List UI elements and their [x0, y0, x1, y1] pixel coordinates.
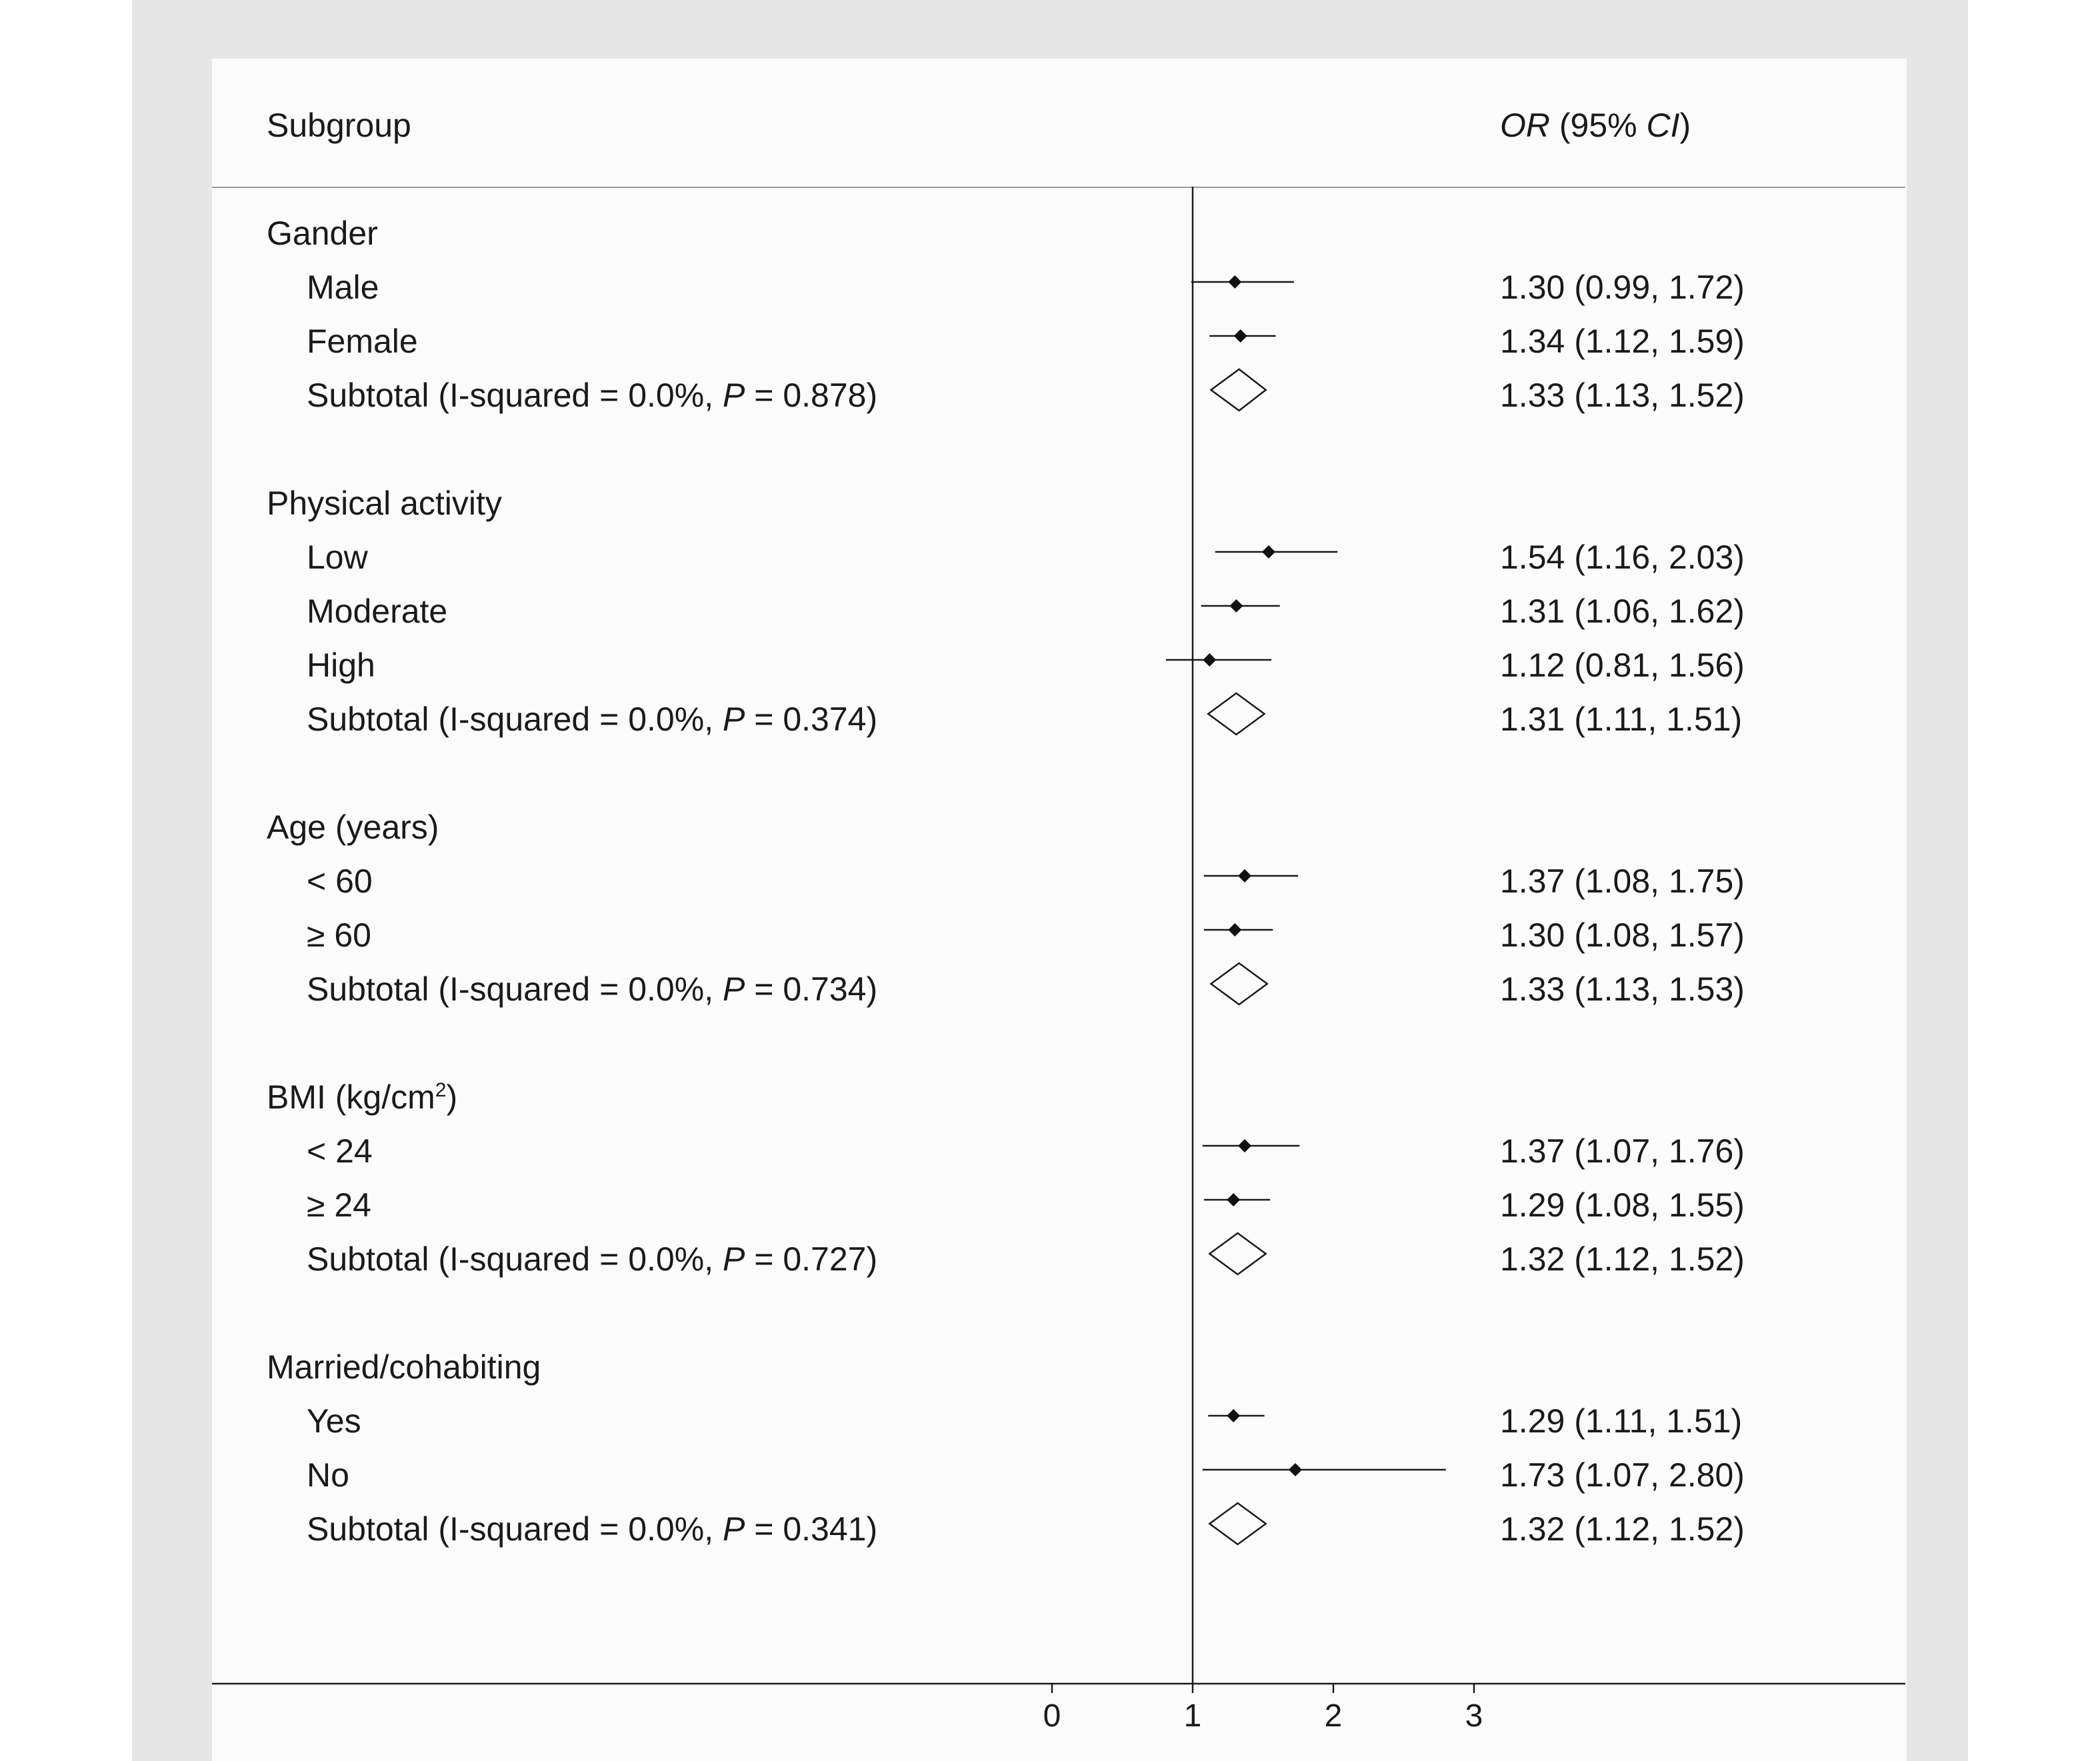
subtotal-p-symbol: P	[722, 701, 745, 738]
subtotal-or-ci-value: 1.33 (1.13, 1.53)	[1500, 970, 1745, 1008]
row-label: < 60	[307, 863, 373, 900]
or-ci-value: 1.30 (0.99, 1.72)	[1500, 269, 1745, 306]
point-estimate-marker	[1238, 869, 1251, 882]
group-title-suffix: )	[446, 1078, 458, 1116]
row-label: < 24	[307, 1132, 373, 1170]
pooled-estimate-diamond	[1209, 1233, 1265, 1274]
point-estimate-marker	[1262, 545, 1275, 559]
pooled-estimate-diamond	[1211, 369, 1265, 411]
point-estimate-marker	[1229, 599, 1243, 613]
subtotal-p-symbol: P	[722, 970, 745, 1008]
point-estimate-marker	[1289, 1463, 1302, 1476]
subtotal-label-pre: Subtotal (I-squared = 0.0%,	[307, 970, 723, 1008]
x-axis-tick-label: 1	[1183, 1698, 1202, 1734]
subtotal-p-symbol: P	[722, 377, 745, 414]
subtotal-or-ci-value: 1.32 (1.12, 1.52)	[1500, 1240, 1745, 1278]
subtotal-or-ci-value: 1.31 (1.11, 1.51)	[1500, 701, 1743, 738]
point-estimate-marker	[1238, 1139, 1251, 1152]
point-estimate-marker	[1227, 1409, 1240, 1422]
or-ci-value: 1.37 (1.08, 1.75)	[1500, 863, 1745, 900]
group-title-text: Age (years)	[267, 809, 439, 846]
row-label: High	[307, 647, 375, 684]
row-label: ≥ 60	[307, 916, 371, 954]
subgroup-column-header: Subgroup	[267, 107, 411, 144]
point-estimate-marker	[1234, 329, 1247, 343]
ci-header-italic: CI	[1646, 107, 1680, 144]
or-ci-value: 1.73 (1.07, 2.80)	[1500, 1456, 1745, 1494]
group-title-superscript: 2	[435, 1079, 447, 1101]
row-label: Low	[307, 539, 368, 576]
or-ci-value: 1.37 (1.07, 1.76)	[1500, 1132, 1745, 1170]
group-title-text: Married/cohabiting	[267, 1348, 541, 1386]
subtotal-label-post: = 0.341)	[745, 1510, 878, 1548]
or-header-mid: (95%	[1550, 107, 1647, 144]
row-label: Yes	[307, 1402, 361, 1440]
subtotal-or-ci-value: 1.32 (1.12, 1.52)	[1500, 1510, 1745, 1548]
subtotal-label-post: = 0.727)	[745, 1240, 878, 1278]
subtotal-label-post: = 0.374)	[745, 701, 878, 738]
group-title-text: Physical activity	[267, 485, 502, 522]
subtotal-label-post: = 0.734)	[745, 970, 878, 1008]
pooled-estimate-diamond	[1209, 1503, 1265, 1544]
or-ci-value: 1.34 (1.12, 1.59)	[1500, 323, 1745, 360]
point-estimate-marker	[1228, 923, 1241, 936]
subtotal-label-pre: Subtotal (I-squared = 0.0%,	[307, 1510, 723, 1548]
subtotal-label-pre: Subtotal (I-squared = 0.0%,	[307, 701, 723, 738]
row-label: ≥ 24	[307, 1186, 371, 1224]
or-ci-value: 1.30 (1.08, 1.57)	[1500, 916, 1745, 954]
or-ci-value: 1.29 (1.08, 1.55)	[1500, 1186, 1745, 1224]
x-axis-tick-label: 3	[1465, 1698, 1483, 1734]
pooled-estimate-diamond	[1211, 963, 1267, 1004]
row-label: No	[307, 1456, 349, 1494]
or-ci-value: 1.29 (1.11, 1.51)	[1500, 1402, 1743, 1440]
point-estimate-marker	[1228, 275, 1241, 289]
subtotal-p-symbol: P	[722, 1510, 745, 1548]
x-axis-tick-label: 0	[1043, 1698, 1061, 1734]
pooled-estimate-diamond	[1208, 693, 1264, 735]
x-axis-tick-label: 2	[1324, 1698, 1343, 1734]
subtotal-p-symbol: P	[722, 1240, 745, 1278]
or-header-end: )	[1679, 107, 1691, 144]
row-label: Male	[307, 269, 379, 306]
row-label: Female	[307, 323, 418, 360]
subtotal-label-pre: Subtotal (I-squared = 0.0%,	[307, 377, 723, 414]
point-estimate-marker	[1203, 653, 1216, 667]
subtotal-label-pre: Subtotal (I-squared = 0.0%,	[307, 1240, 723, 1278]
or-ci-value: 1.12 (0.81, 1.56)	[1500, 647, 1745, 684]
group-title-text: Gander	[267, 215, 378, 252]
or-ci-value: 1.54 (1.16, 2.03)	[1500, 539, 1745, 576]
subtotal-or-ci-value: 1.33 (1.13, 1.52)	[1500, 377, 1745, 414]
row-label: Moderate	[307, 593, 448, 630]
or-ci-value: 1.31 (1.06, 1.62)	[1500, 593, 1745, 630]
subtotal-label-post: = 0.878)	[745, 377, 878, 414]
group-title-text: BMI (kg/cm	[267, 1078, 435, 1116]
or-header-italic: OR	[1500, 107, 1550, 144]
point-estimate-marker	[1227, 1193, 1240, 1206]
